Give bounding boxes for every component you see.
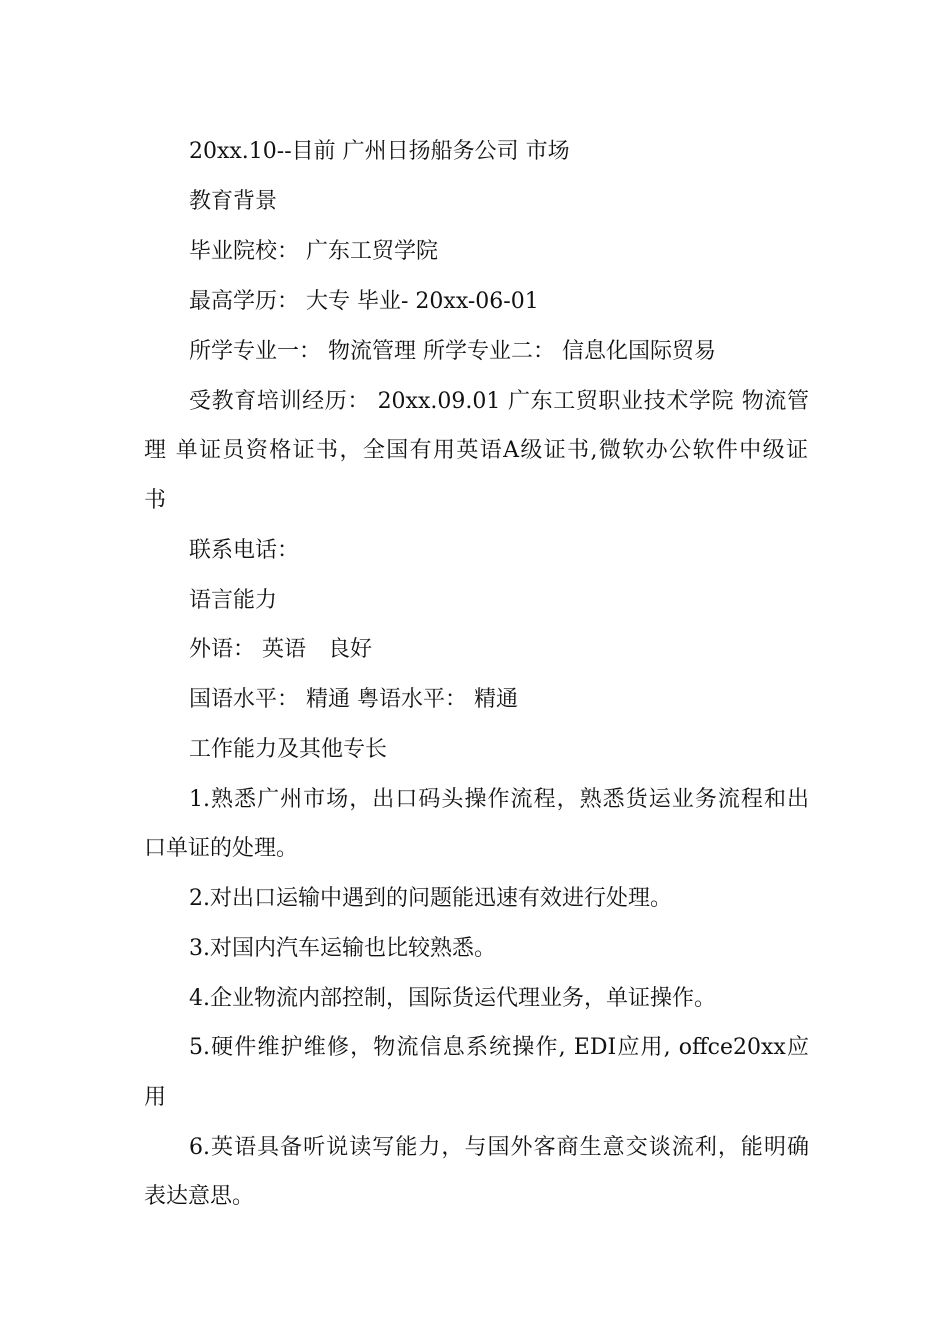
contact-phone-line: 联系电话：	[189, 538, 300, 563]
skill-item-6: 6.英语具备听说读写能力，与国外客商生意交谈流利，能明确	[189, 1135, 809, 1160]
highest-degree-line: 最高学历： 大专 毕业- 20xx-06-01	[189, 289, 539, 314]
graduated-school-line: 毕业院校： 广东工贸学院	[189, 239, 438, 264]
skill-item-6-continued: 表达意思。	[144, 1184, 255, 1209]
training-history-line: 受教育培训经历： 20xx.09.01 广东工贸职业技术学院 物流管	[189, 389, 809, 414]
work-history-line: 20xx.10--目前 广州日扬船务公司 市场	[189, 139, 570, 164]
section-heading-language: 语言能力	[189, 588, 278, 613]
foreign-language-line: 外语： 英语 良好	[189, 637, 372, 662]
skill-item-5: 5.硬件维护维修，物流信息系统操作, EDI应用, offce20xx应	[189, 1035, 809, 1060]
skill-item-1: 1.熟悉广州市场，出口码头操作流程，熟悉货运业务流程和出	[189, 787, 809, 812]
skill-item-3: 3.对国内汽车运输也比较熟悉。	[189, 936, 496, 961]
training-history-line-end: 书	[144, 488, 167, 513]
section-heading-education: 教育背景	[189, 189, 278, 214]
majors-line: 所学专业一： 物流管理 所学专业二： 信息化国际贸易	[189, 339, 716, 364]
skill-item-5-continued: 用	[144, 1085, 167, 1110]
skill-item-2: 2.对出口运输中遇到的问题能迅速有效进行处理。	[189, 886, 672, 911]
mandarin-cantonese-line: 国语水平： 精通 粤语水平： 精通	[189, 687, 518, 712]
skill-item-1-continued: 口单证的处理。	[144, 836, 299, 861]
training-history-line-continued: 理 单证员资格证书，全国有用英语A级证书,微软办公软件中级证	[144, 438, 808, 463]
section-heading-skills: 工作能力及其他专长	[189, 737, 388, 762]
skill-item-4: 4.企业物流内部控制，国际货运代理业务，单证操作。	[189, 986, 716, 1011]
